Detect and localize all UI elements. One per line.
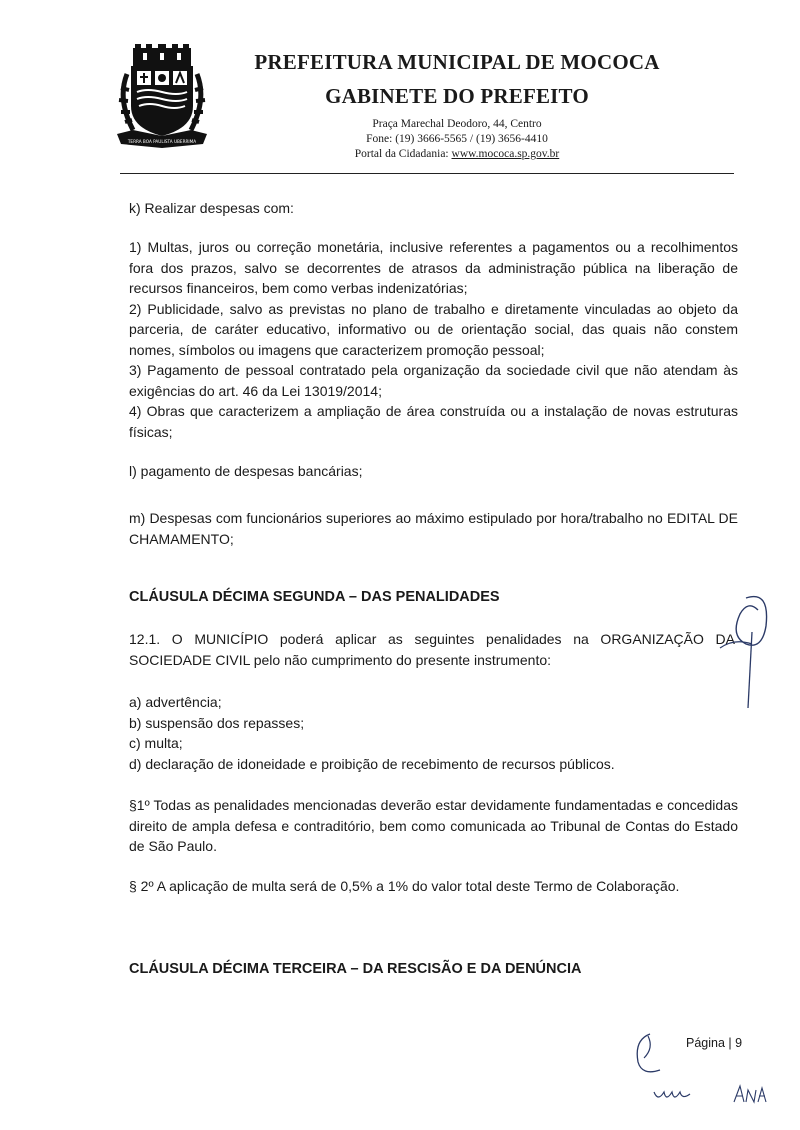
m-item: m) Despesas com funcionários superiores ao máximo estipulado por hora/trabalho no EDITAL DE CHAMAMENTO; [129, 510, 738, 547]
municipal-crest-icon [113, 44, 211, 154]
list-item: d) declaração de idoneidade e proibição de recebimento de recursos públicos. [129, 755, 615, 772]
header-portal-link[interactable]: www.mococa.sp.gov.br [451, 148, 560, 160]
signature-initials-right [700, 592, 780, 712]
header-subtitle: GABINETE DO PREFEITO [325, 84, 589, 108]
header-portal-label: Portal da Cidadania: [354, 148, 452, 160]
header-phone: Fone: (19) 3666-5565 / (19) 3656-4410 [366, 133, 548, 145]
list-item: b) suspensão dos repasses; [129, 714, 305, 731]
list-item: a) advertência; [129, 694, 222, 710]
header-address: Praça Marechal Deodoro, 44, Centro [372, 118, 542, 130]
paragraph-1: §1º Todas as penalidades mencionadas deverão estar devidamente fundamentadas e concedidas direito de ampla defesa e contraditório, bem como comunicada ao Tribunal de Contas do Estado de São Paulo. [129, 797, 738, 854]
header-title: PREFEITURA MUNICIPAL DE MOCOCA [254, 50, 660, 74]
page-number: Página | 9 [686, 1036, 743, 1050]
list-item: 3) Pagamento de pessoal contratado pela organização da sociedade civil que não atendam às exigências do art. 46 da Lei 13019/2014; [129, 362, 738, 399]
header-portal [222, 147, 692, 162]
list-item: 1) Multas, juros ou correção monetária, inclusive referentes a pagamentos ou a recolhimentos fora dos prazos, salvo se decorrentes de atrasos da administração pública na liberação de recursos financeiros, bem como verbas indenizatórias; [129, 239, 738, 296]
expense-list [129, 237, 738, 442]
list-item: 2) Publicidade, salvo as previstas no plano de trabalho e diretamente vinculadas ao objeto da parceria, de caráter educativo, informativo ou de orientação social, das quais não constem nomes, símbolos ou imagens que caracterizem promoção pessoal; [129, 300, 738, 358]
header-divider [120, 173, 734, 174]
signature-initials-small [730, 1080, 770, 1110]
penalties-list [129, 692, 738, 774]
paragraph-2: § 2º A aplicação de multa será de 0,5% a 1% do valor total deste Termo de Colaboração. [129, 878, 680, 894]
list-item: c) multa; [129, 735, 183, 751]
clause12-heading: CLÁUSULA DÉCIMA SEGUNDA – DAS PENALIDADES [129, 589, 500, 605]
k-intro: k) Realizar despesas com: [129, 200, 294, 216]
crest-motto: TERRA BOA PAULISTA UBERRIMA [127, 139, 197, 144]
l-item: l) pagamento de despesas bancárias; [129, 463, 363, 479]
clause12-1: 12.1. O MUNICÍPIO poderá aplicar as seguintes penalidades na ORGANIZAÇÃO DA SOCIEDADE CIVIL pelo não cumprimento do presente instrumento: [129, 631, 735, 668]
clause13-heading: CLÁUSULA DÉCIMA TERCEIRA – DA RESCISÃO E DA DENÚNCIA [129, 961, 582, 977]
list-item: 4) Obras que caracterizem a ampliação de área construída ou a instalação de novas estruturas físicas; [129, 403, 738, 440]
